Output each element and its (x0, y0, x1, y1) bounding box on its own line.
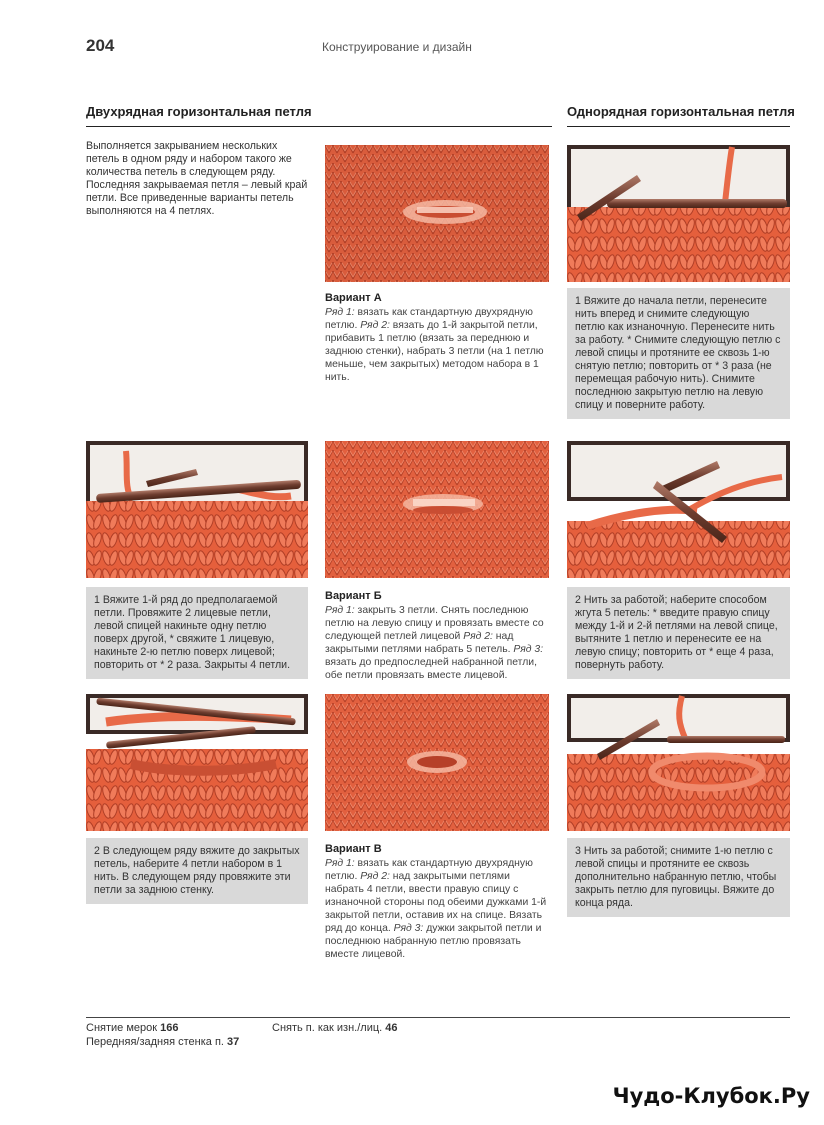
variant-b-caption (325, 590, 549, 682)
variant-c-text: Ряд 1: вязать как стандартную двухрядную петлю. Ряд 2: над закрытыми петлями набрать 4 петли, ввести правую спицу с изнаночной стороны под обеими дужками 1-й закрытой петли, оставив их на спице. Вязать ряд до конца. Ряд 3: дужки закрытой петли и последнюю набранную петлю провязать вместе лицевой. (325, 858, 547, 960)
step-left-2-caption: 2 В следующем ряду вяжите до закрытых петель, наберите 4 петли набором в 1 нить. В следующем ряду провяжите эти петли за заднюю стенку. (86, 838, 308, 904)
footer-ref-front-back[interactable]: Передняя/задняя стенка п. 37 (86, 1036, 240, 1048)
step-right-3-caption: 3 Нить за работой; снимите 1-ю петлю с левой спицы и протяните ее сквозь дополнительно набранную петлю, чтобы закрыть петлю для пуговицы. Вяжите до конца ряда. (567, 838, 790, 917)
intro-text: Выполняется закрыванием нескольких петель в одном ряду и набором такого же количества петель в следующем ряду. Последняя закрываемая петля – левый край петли. Все приведенные варианты петель выполняются на 4 петлях. (86, 140, 308, 217)
photo-step-right-2 (567, 441, 790, 578)
variant-c-title: Вариант В (325, 843, 382, 855)
variant-b-title: Вариант Б (325, 590, 382, 602)
page-number: 204 (86, 36, 115, 55)
section-title-left: Двухрядная горизонтальная петля (86, 104, 312, 119)
watermark-text: Чудо-Клубок.Ру (612, 1084, 810, 1108)
photo-step-right-3 (567, 694, 790, 831)
footer-ref-slip-stitch[interactable]: Снять п. как изн./лиц. 46 (272, 1022, 398, 1034)
section-title-right: Однорядная горизонтальная петля (567, 104, 795, 119)
section-rule-right (567, 126, 790, 127)
step-left-1-caption: 1 Вяжите 1-й ряд до предполагаемой петли. Провяжите 2 лицевые петли, левой спицей накиньте одну петлю поверх другой, * свяжите 1 лицевую, накиньте 2-ю петлю поверх лицевой; повторить от * 2 раза. Закрыты 4 петли. (86, 587, 308, 679)
photo-variant-c (325, 694, 549, 831)
variant-a-title: Вариант А (325, 292, 382, 304)
step-right-1-caption: 1 Вяжите до начала петли, перенесите нить вперед и снимите следующую петлю как изнаночную. Перенесите нить за работу. * Снимите следующую петлю с левой спицы и протяните ее сквозь 1-ю снятую петлю; повторить от * 3 раза (не перемещая рабочую нить). Снимите последнюю закрытую петлю на левую спицу и поверните работу. (567, 288, 790, 419)
photo-variant-b (325, 441, 549, 578)
photo-step-left-1 (86, 441, 308, 578)
photo-step-left-2 (86, 694, 308, 831)
footer-rule (86, 1017, 790, 1018)
photo-variant-a (325, 145, 549, 282)
variant-b-text: Ряд 1: закрыть 3 петли. Снять последнюю петлю на левую спицу и провязать вместе со следующей петлей лицевой Ряд 2: над закрытыми петлями набрать 5 петель. Ряд 3: вязать до предпоследней набранной петли, обе петли провязать вместе лицевой. (325, 605, 544, 681)
variant-a-text: Ряд 1: вязать как стандартную двухрядную петлю. Ряд 2: вязать до 1-й закрытой петли, прибавить 1 петлю (вязать за переднюю и заднюю стенки), набрать 3 петли (на 1 петлю меньше, чем закрытых) методом набора в 1 нить. (325, 307, 544, 383)
variant-a-caption (325, 292, 549, 384)
running-title: Конструирование и дизайн (322, 40, 472, 54)
footer-ref-measurements[interactable]: Снятие мерок 166 (86, 1022, 179, 1034)
photo-step-right-1 (567, 145, 790, 282)
step-right-2-caption: 2 Нить за работой; наберите способом жгута 5 петель: * введите правую спицу между 1-й и 2-й петлями на левой спице, вытяните 1 петлю и перенесите ее на левую спицу; повторить от * еще 4 раза, повернуть работу. (567, 587, 790, 679)
section-rule-left (86, 126, 552, 127)
variant-c-caption (325, 843, 549, 961)
